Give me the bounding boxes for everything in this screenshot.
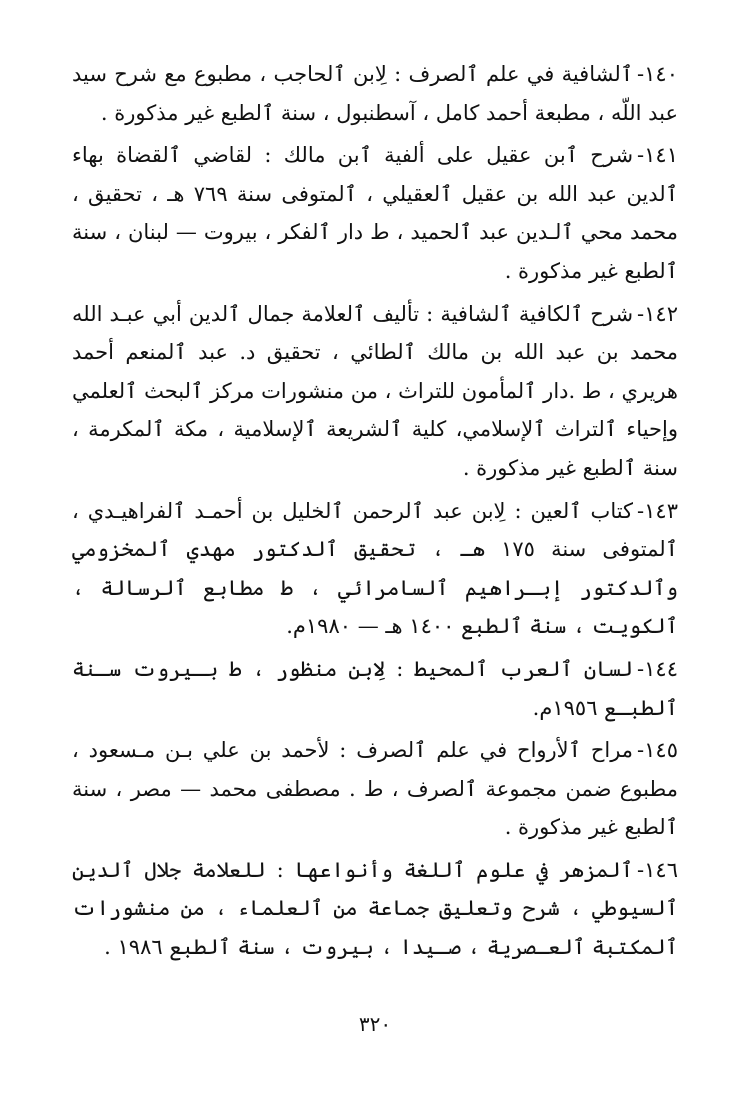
- bibliography-list: [72, 55, 678, 971]
- bibliography-entry-144: [72, 650, 678, 727]
- entry-text: مراح ٱلأرواح في علم ٱلصرف : لأحمد بن علي بـن مـسعود ، مطبوع ضمن مجموعة ٱلصرف ، ط . مصطفى محمد — مصر ، سنة ٱلطبع غير مذكورة .: [72, 738, 678, 840]
- page-number: ٣٢٠: [358, 1012, 392, 1036]
- entry-text: ٱلشافية في علم ٱلصرف : لِابن ٱلحاجب ، مطبوع مع شرح سيد عبد اللّه ، مطبعة أحمد كامل ، آسطنبول ، سنة ٱلطبع غير مذكورة .: [72, 62, 678, 125]
- bibliography-entry-145: [72, 731, 678, 847]
- bibliography-entry-143: [72, 492, 678, 646]
- entry-number: ١٤٠-: [637, 62, 678, 86]
- entry-number: ١٤٤-: [637, 656, 678, 681]
- entry-text: لسان ٱلعرب ٱلمحيط : لِابن منظور ، ط بـيروت سـنة ٱلطبـع ١٩٥٦م.: [72, 656, 678, 720]
- bibliography-entry-140: [72, 55, 678, 132]
- entry-text: كتاب ٱلعين : لِابن عبد ٱلرحمن ٱلخليل بن أحمـد ٱلفراهيـدي ، ٱلمتوفى سنة ١٧٥ هـ ، تحقيق ٱلدكتور مهدي ٱلمخزومي وٱلدكتور إبـراهيم ٱلسامرائي ، ط مطابع ٱلرسالة ، ٱلكويت ، سنة ٱلطبع ١٤٠٠ هـ — ١٩٨٠م.: [72, 498, 678, 639]
- entry-number: ١٤٣-: [637, 498, 678, 523]
- bibliography-entry-146: [72, 851, 678, 967]
- entry-text: شرح ٱبن عقيل على ألفية ٱبن مالك : لقاضي ٱلقضاة بهاء ٱلدين عبد الله بن عقيل ٱلعقيلي ، ٱلمتوفى سنة ٧٦٩ هـ ، تحقيق ، محمد محي ٱلـدين عبد ٱلحميد ، ط دار ٱلفكر ، بيروت — لبنان ، سنة ٱلطبع غير مذكورة .: [72, 143, 679, 283]
- bibliography-entry-142: [72, 295, 678, 488]
- entry-number: ١٤٢-: [637, 301, 678, 326]
- entry-number: ١٤٦-: [637, 857, 678, 882]
- entry-text: شرح ٱلكافية ٱلشافية : تأليف ٱلعلامة جمال ٱلدين أبي عبـد الله محمد بن عبد الله بن مالك ٱلطائي ، تحقيق د. عبد ٱلمنعم أحمد هريري ، ط .دار ٱلمأمون للتراث ، من منشورات مركز ٱلبحث ٱلعلمي وإحياء ٱلتراث ٱلإسلامي، كلية ٱلشريعة ٱلإسلامية ، مكة ٱلمكرمة ، سنة ٱلطبع غير مذكورة .: [72, 301, 678, 480]
- entry-text: ٱلمزهر في علوم ٱللغة وأنواعها : للعلامة جلال ٱلدين ٱلسيوطي ، شرح وتعليق جماعة من ٱلعلماء ، من منشورات ٱلمكتبة ٱلعـصرية ، صـيدا ، بيروت ، سنة ٱلطبع ١٩٨٦ .: [72, 857, 678, 960]
- entry-number: ١٤١-: [637, 143, 678, 168]
- bibliography-entry-141: [72, 136, 678, 290]
- entry-number: ١٤٥-: [637, 738, 678, 763]
